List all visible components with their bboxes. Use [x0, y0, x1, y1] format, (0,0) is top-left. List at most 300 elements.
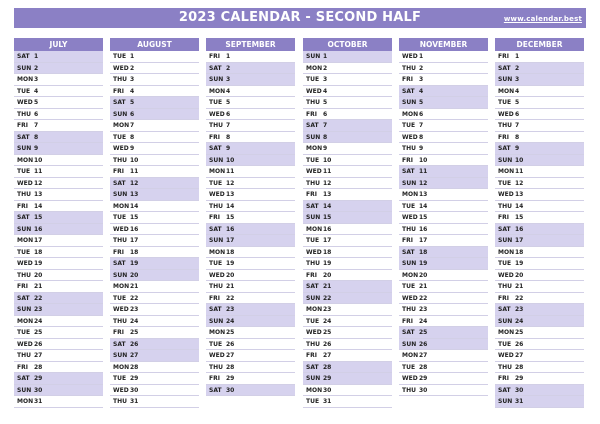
day-of-week: FRI	[498, 214, 509, 221]
page-title: 2023 CALENDAR - SECOND HALF	[178, 10, 422, 25]
day-number: 27	[323, 352, 332, 359]
day-number: 15	[323, 214, 332, 221]
day-number: 9	[130, 145, 135, 152]
day-of-week: TUE	[17, 248, 31, 256]
day-row	[399, 293, 488, 305]
day-row	[495, 316, 584, 328]
day-number: 12	[419, 179, 428, 187]
day-number: 17	[226, 237, 235, 244]
day-of-week: TUE	[17, 87, 31, 95]
day-of-week: WED	[306, 168, 322, 175]
day-row	[206, 201, 295, 213]
day-row	[303, 350, 392, 362]
day-row	[303, 109, 392, 121]
day-number: 15	[419, 214, 428, 221]
day-row	[206, 385, 295, 397]
day-row	[303, 270, 392, 282]
day-row	[303, 304, 392, 316]
day-row	[399, 178, 488, 190]
day-of-week: WED	[113, 64, 129, 72]
day-row	[495, 143, 584, 155]
day-of-week: WED	[209, 271, 225, 279]
day-row	[14, 247, 103, 259]
day-row	[110, 51, 199, 63]
day-row	[495, 362, 584, 374]
day-of-week: SUN	[306, 133, 321, 141]
day-row	[206, 178, 295, 190]
day-row	[303, 120, 392, 132]
day-of-week: SUN	[209, 237, 224, 244]
day-of-week: WED	[402, 294, 418, 302]
day-row	[495, 373, 584, 385]
day-row	[14, 212, 103, 224]
day-number: 2	[419, 64, 424, 72]
day-of-week: TUE	[113, 133, 127, 141]
day-of-week: TUE	[306, 237, 320, 244]
day-of-week: FRI	[306, 191, 317, 198]
day-of-week: TUE	[209, 99, 223, 106]
day-number: 2	[323, 64, 328, 72]
day-row	[14, 178, 103, 190]
day-number: 3	[419, 76, 424, 83]
day-of-week: SUN	[402, 260, 417, 267]
day-of-week: FRI	[306, 271, 317, 279]
day-of-week: THU	[498, 363, 512, 371]
day-row	[14, 385, 103, 397]
day-of-week: SAT	[209, 386, 222, 394]
day-of-week: WED	[17, 260, 33, 267]
day-row	[14, 362, 103, 374]
day-of-week: SAT	[17, 133, 30, 141]
day-row	[399, 258, 488, 270]
day-number: 12	[323, 179, 332, 187]
day-row	[206, 235, 295, 247]
day-row	[206, 212, 295, 224]
day-of-week: WED	[498, 271, 514, 279]
day-row	[303, 132, 392, 144]
month-column-november	[399, 38, 488, 396]
day-number: 29	[34, 375, 43, 382]
day-number: 12	[130, 179, 139, 187]
day-of-week: THU	[498, 283, 512, 290]
day-row	[495, 120, 584, 132]
day-number: 4	[130, 87, 135, 95]
day-row	[14, 373, 103, 385]
day-row	[495, 281, 584, 293]
day-of-week: MON	[498, 248, 515, 256]
day-row	[14, 120, 103, 132]
day-of-week: THU	[306, 99, 320, 106]
day-row	[14, 235, 103, 247]
day-of-week: SUN	[17, 145, 32, 152]
day-of-week: THU	[209, 283, 223, 290]
day-number: 8	[226, 133, 231, 141]
day-number: 12	[34, 179, 43, 187]
day-of-week: SAT	[17, 214, 30, 221]
day-number: 25	[34, 329, 43, 336]
day-of-week: SAT	[402, 248, 415, 256]
day-of-week: WED	[498, 110, 514, 118]
day-number: 7	[515, 122, 520, 129]
day-row	[206, 339, 295, 351]
day-of-week: SAT	[17, 294, 30, 302]
day-row	[495, 304, 584, 316]
day-row	[495, 293, 584, 305]
day-number: 24	[226, 317, 235, 325]
day-row	[303, 212, 392, 224]
day-row	[206, 316, 295, 328]
day-number: 10	[323, 156, 332, 164]
day-number: 10	[34, 156, 43, 164]
day-number: 11	[419, 168, 428, 175]
day-row	[110, 350, 199, 362]
day-number: 20	[34, 271, 43, 279]
day-number: 26	[226, 340, 235, 348]
day-row	[303, 74, 392, 86]
day-of-week: THU	[209, 363, 223, 371]
day-number: 23	[419, 306, 428, 313]
day-of-week: TUE	[402, 283, 416, 290]
day-number: 21	[323, 283, 332, 290]
day-number: 20	[515, 271, 524, 279]
day-row	[14, 201, 103, 213]
day-number: 6	[515, 110, 520, 118]
day-number: 2	[34, 64, 39, 72]
day-number: 1	[226, 53, 231, 60]
day-row	[495, 63, 584, 75]
day-number: 3	[226, 76, 231, 83]
day-row	[14, 132, 103, 144]
day-row	[206, 270, 295, 282]
day-row	[110, 166, 199, 178]
day-row	[303, 189, 392, 201]
day-of-week: SUN	[306, 294, 321, 302]
day-row	[399, 373, 488, 385]
day-row	[495, 235, 584, 247]
day-row	[14, 155, 103, 167]
month-column-december	[495, 38, 584, 408]
month-header: DECEMBER	[495, 38, 584, 51]
website-link[interactable]: www.calendar.best	[503, 15, 582, 23]
day-of-week: FRI	[17, 283, 28, 290]
day-of-week: TUE	[209, 260, 223, 267]
day-of-week: FRI	[113, 248, 124, 256]
day-number: 18	[323, 248, 332, 256]
day-row	[110, 74, 199, 86]
day-of-week: WED	[113, 306, 129, 313]
day-number: 11	[226, 168, 235, 175]
day-number: 24	[130, 317, 139, 325]
day-row	[495, 74, 584, 86]
day-of-week: SAT	[306, 363, 319, 371]
day-of-week: THU	[209, 202, 223, 210]
day-of-week: WED	[113, 386, 129, 394]
day-number: 16	[226, 225, 235, 233]
day-of-week: THU	[402, 386, 416, 394]
day-of-week: SAT	[498, 386, 511, 394]
day-row	[14, 396, 103, 408]
day-row	[110, 224, 199, 236]
day-number: 20	[226, 271, 235, 279]
day-row	[110, 385, 199, 397]
day-of-week: THU	[402, 64, 416, 72]
day-row	[110, 212, 199, 224]
day-of-week: FRI	[306, 110, 317, 118]
day-number: 27	[515, 352, 524, 359]
day-row	[110, 143, 199, 155]
day-number: 18	[34, 248, 43, 256]
day-of-week: TUE	[113, 214, 127, 221]
day-number: 19	[515, 260, 524, 267]
day-of-week: SUN	[402, 99, 417, 106]
day-of-week: WED	[113, 225, 129, 233]
day-row	[399, 166, 488, 178]
day-number: 6	[419, 110, 424, 118]
day-number: 1	[130, 53, 135, 60]
day-number: 28	[419, 363, 428, 371]
day-of-week: MON	[209, 168, 226, 175]
month-column-september	[206, 38, 295, 396]
day-number: 9	[34, 145, 39, 152]
day-of-week: SUN	[113, 191, 128, 198]
day-number: 1	[34, 53, 39, 60]
day-row	[14, 97, 103, 109]
day-of-week: TUE	[498, 179, 512, 187]
day-row	[206, 258, 295, 270]
day-number: 14	[323, 202, 332, 210]
day-number: 23	[226, 306, 235, 313]
day-number: 21	[226, 283, 235, 290]
day-number: 7	[226, 122, 231, 129]
day-of-week: THU	[498, 122, 512, 129]
day-number: 24	[515, 317, 524, 325]
day-row	[110, 235, 199, 247]
day-number: 26	[419, 340, 428, 348]
day-of-week: TUE	[209, 340, 223, 348]
day-number: 19	[130, 260, 139, 267]
day-row	[110, 362, 199, 374]
day-row	[110, 63, 199, 75]
day-of-week: FRI	[402, 76, 413, 83]
day-row	[495, 97, 584, 109]
day-number: 6	[226, 110, 231, 118]
day-of-week: MON	[113, 122, 130, 129]
day-of-week: SUN	[306, 53, 321, 60]
day-row	[399, 339, 488, 351]
day-number: 14	[130, 202, 139, 210]
day-row	[206, 247, 295, 259]
day-of-week: TUE	[498, 260, 512, 267]
day-number: 11	[515, 168, 524, 175]
day-number: 2	[515, 64, 520, 72]
day-number: 25	[226, 329, 235, 336]
day-number: 31	[34, 398, 43, 405]
day-number: 9	[226, 145, 231, 152]
day-row	[495, 51, 584, 63]
day-of-week: FRI	[113, 168, 124, 175]
day-of-week: MON	[306, 306, 323, 313]
day-number: 20	[419, 271, 428, 279]
day-of-week: SAT	[113, 340, 126, 348]
day-of-week: SUN	[402, 179, 417, 187]
day-of-week: THU	[17, 352, 31, 359]
day-number: 2	[226, 64, 231, 72]
day-number: 26	[34, 340, 43, 348]
day-of-week: WED	[306, 248, 322, 256]
day-row	[303, 293, 392, 305]
day-number: 22	[130, 294, 139, 302]
day-number: 4	[419, 87, 424, 95]
day-number: 5	[226, 99, 231, 106]
day-number: 3	[130, 76, 135, 83]
day-number: 30	[323, 386, 332, 394]
day-row	[206, 281, 295, 293]
day-of-week: TUE	[402, 122, 416, 129]
day-of-week: FRI	[209, 375, 220, 382]
day-of-week: SAT	[209, 64, 222, 72]
day-of-week: TUE	[498, 340, 512, 348]
day-of-week: MON	[17, 237, 34, 244]
day-of-week: FRI	[209, 53, 220, 60]
day-number: 5	[419, 99, 424, 106]
day-row	[110, 189, 199, 201]
day-of-week: FRI	[498, 133, 509, 141]
day-number: 8	[515, 133, 520, 141]
day-number: 14	[419, 202, 428, 210]
day-row	[110, 281, 199, 293]
day-number: 28	[130, 363, 139, 371]
day-of-week: FRI	[402, 156, 413, 164]
day-number: 21	[515, 283, 524, 290]
day-row	[399, 224, 488, 236]
day-number: 8	[130, 133, 135, 141]
day-row	[206, 304, 295, 316]
day-number: 4	[34, 87, 39, 95]
day-row	[110, 86, 199, 98]
day-number: 3	[323, 76, 328, 83]
day-row	[110, 293, 199, 305]
day-of-week: SUN	[209, 76, 224, 83]
day-of-week: SAT	[113, 260, 126, 267]
day-of-week: FRI	[498, 53, 509, 60]
day-number: 3	[515, 76, 520, 83]
day-row	[303, 258, 392, 270]
day-row	[110, 178, 199, 190]
day-number: 16	[34, 225, 43, 233]
day-number: 14	[226, 202, 235, 210]
day-row	[399, 235, 488, 247]
day-of-week: THU	[402, 306, 416, 313]
day-number: 7	[130, 122, 135, 129]
day-row	[399, 247, 488, 259]
day-row	[110, 132, 199, 144]
day-row	[303, 201, 392, 213]
day-of-week: MON	[306, 225, 323, 233]
day-row	[399, 281, 488, 293]
day-of-week: MON	[498, 87, 515, 95]
day-of-week: FRI	[113, 87, 124, 95]
day-number: 30	[34, 386, 43, 394]
day-of-week: TUE	[113, 294, 127, 302]
day-of-week: SUN	[17, 225, 32, 233]
day-number: 10	[419, 156, 428, 164]
day-row	[206, 63, 295, 75]
day-of-week: MON	[306, 145, 323, 152]
day-row	[110, 373, 199, 385]
day-of-week: MON	[402, 110, 419, 118]
day-of-week: THU	[113, 156, 127, 164]
day-of-week: SUN	[498, 156, 513, 164]
day-of-week: SUN	[17, 64, 32, 72]
day-row	[14, 74, 103, 86]
day-row	[206, 373, 295, 385]
day-of-week: TUE	[402, 202, 416, 210]
day-number: 15	[226, 214, 235, 221]
day-row	[495, 212, 584, 224]
day-row	[110, 327, 199, 339]
day-of-week: TUE	[306, 156, 320, 164]
month-column-august	[110, 38, 199, 408]
day-number: 31	[515, 398, 524, 405]
day-row	[206, 166, 295, 178]
day-number: 11	[130, 168, 139, 175]
day-number: 16	[515, 225, 524, 233]
day-of-week: FRI	[209, 214, 220, 221]
day-number: 11	[34, 168, 43, 175]
day-of-week: SUN	[306, 214, 321, 221]
day-number: 1	[323, 53, 328, 60]
day-of-week: MON	[113, 202, 130, 210]
day-of-week: TUE	[498, 99, 512, 106]
day-row	[303, 396, 392, 408]
day-of-week: SUN	[113, 110, 128, 118]
day-of-week: SAT	[113, 99, 126, 106]
day-number: 30	[226, 386, 235, 394]
day-of-week: FRI	[306, 352, 317, 359]
day-of-week: FRI	[113, 329, 124, 336]
day-number: 27	[226, 352, 235, 359]
day-number: 4	[323, 87, 328, 95]
day-row	[303, 155, 392, 167]
day-row	[14, 224, 103, 236]
day-number: 22	[226, 294, 235, 302]
day-row	[14, 86, 103, 98]
day-number: 22	[419, 294, 428, 302]
day-of-week: FRI	[498, 375, 509, 382]
day-row	[14, 281, 103, 293]
day-of-week: SAT	[209, 145, 222, 152]
day-number: 9	[323, 145, 328, 152]
day-number: 25	[419, 329, 428, 336]
day-row	[206, 97, 295, 109]
day-number: 6	[323, 110, 328, 118]
day-of-week: SAT	[402, 87, 415, 95]
month-column-july	[14, 38, 103, 408]
day-of-week: MON	[498, 168, 515, 175]
day-row	[303, 362, 392, 374]
day-row	[495, 339, 584, 351]
day-row	[303, 316, 392, 328]
day-number: 27	[130, 352, 139, 359]
day-number: 16	[419, 225, 428, 233]
day-row	[14, 316, 103, 328]
day-row	[303, 373, 392, 385]
day-number: 21	[34, 283, 43, 290]
day-number: 23	[34, 306, 43, 313]
day-of-week: THU	[17, 110, 31, 118]
day-of-week: TUE	[113, 53, 127, 60]
day-number: 29	[323, 375, 332, 382]
